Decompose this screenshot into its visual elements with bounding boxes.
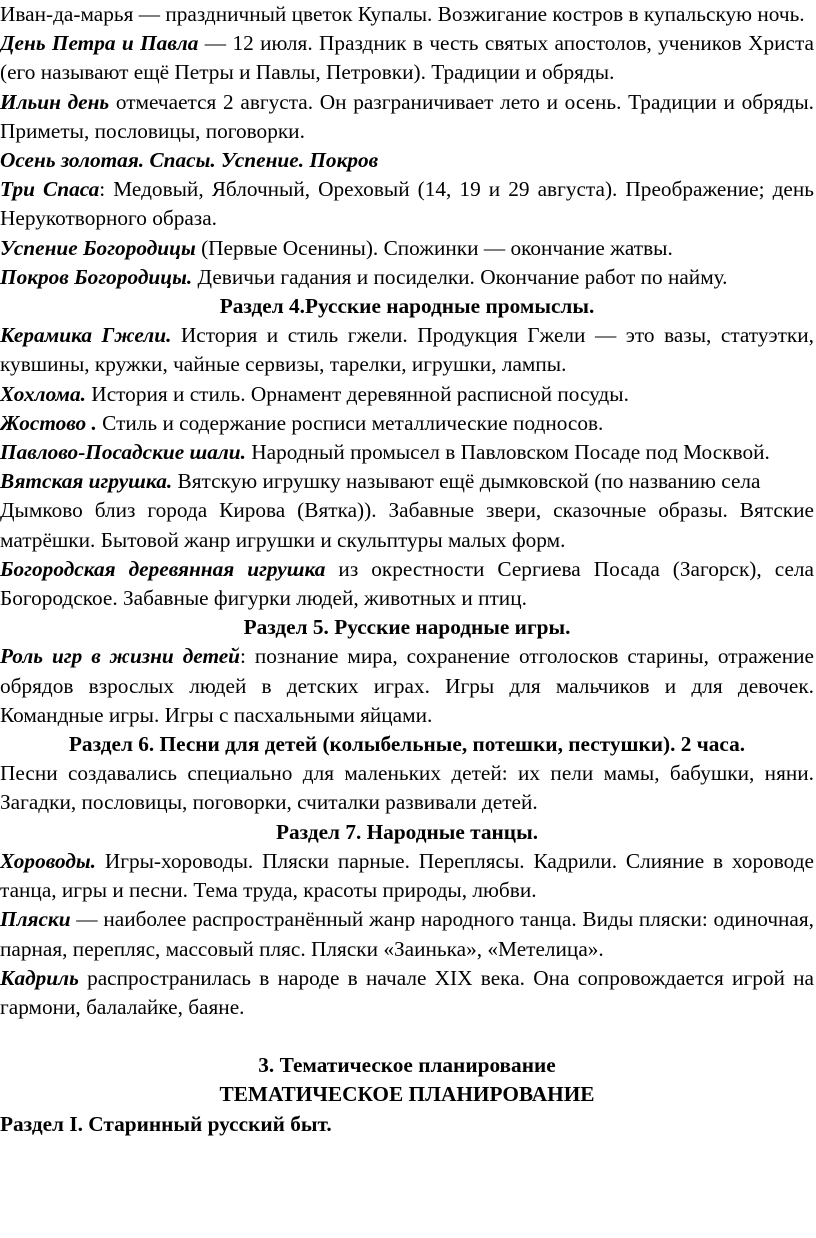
- term-label: Ильин день: [0, 89, 110, 114]
- paragraph-vyatskaya: [0, 467, 814, 496]
- paragraph-rol-igr: [0, 642, 814, 730]
- section-5-heading: Раздел 5. Русские народные игры.: [243, 615, 571, 640]
- paragraph-pokrov: [0, 263, 814, 292]
- paragraph-text: История и стиль гжели. Продукция Гжели — это вазы, статуэтки, кувшины, кружки, чайные сервизы, тарелки, игрушки, лампы.: [0, 323, 814, 377]
- paragraph-text: Дымково близ города Кирова (Вятка)). Забавные звери, сказочные образы. Вятские матрёшки. Бытовой жанр игрушки и скульптуры малых форм.: [0, 498, 814, 552]
- term-label: Три Спаса: [0, 177, 100, 202]
- paragraph-plyaski: [0, 905, 814, 963]
- paragraph-text: Народный промысел в Павловском Посаде под Москвой.: [245, 440, 770, 465]
- term-label: Покров Богородицы.: [0, 264, 193, 289]
- paragraph-kadril: [0, 964, 814, 1022]
- paragraph-pavlovo-posad: [0, 438, 814, 467]
- term-label: Хороводы.: [0, 848, 96, 873]
- paragraph-uspenie: [0, 234, 814, 263]
- term-label: Роль игр в жизни детей: [0, 644, 241, 669]
- paragraph-gzhel: [0, 321, 814, 379]
- term-label: Пляски: [0, 907, 71, 932]
- paragraph-tri-spasa: [0, 175, 814, 233]
- paragraph-text: : познание мира, сохранение отголосков старины, отражение обрядов взрослых людей в детских играх. Игры для мальчиков и для девочек. Командные игры. Игры с пасхальными яйцами.: [0, 644, 814, 727]
- term-label: Павлово-Посадские шали.: [0, 440, 246, 465]
- term-label: Хохлома.: [0, 381, 86, 406]
- paragraph-text: отмечается 2 августа. Он разграничивает лето и осень. Традиции и обряды. Приметы, пословицы, поговорки.: [0, 89, 814, 143]
- paragraph-text: Игры-хороводы. Пляски парные. Переплясы. Кадрили. Слияние в хороводе танца, игры и песни. Тема труда, красоты природы, любви.: [0, 848, 814, 903]
- term-label: Осень золотая. Спасы. Успение. Покров: [0, 148, 379, 173]
- section-4-heading: Раздел 4.Русские народные промыслы.: [219, 294, 595, 319]
- term-label: Жостово .: [0, 410, 97, 435]
- section-1-heading: Раздел I. Старинный русский быт.: [0, 1111, 332, 1136]
- paragraph-text: из окрестности Сергиева Посада (Загорск), села Богородское. Забавные фигурки людей, животных и птиц.: [0, 556, 814, 611]
- paragraph-bogorodskaya: [0, 555, 814, 613]
- paragraph-text: распространилась в народе в начале XIX века. Она сопровождается игрой на гармони, балалайке, баяне.: [0, 965, 814, 1019]
- thematic-planning-uppercase-heading: ТЕМАТИЧЕСКОЕ ПЛАНИРОВАНИЕ: [219, 1082, 595, 1107]
- paragraph-ivan-da-marya: [0, 0, 814, 29]
- paragraph-osen-zolotaya: [0, 146, 814, 175]
- paragraph-text: Вятскую игрушку называют ещё дымковской (по названию села: [172, 469, 761, 494]
- paragraph-petra-i-pavla: [0, 29, 814, 87]
- paragraph-text: Иван-да-марья — праздничный цветок Купалы. Возжигание костров в купальскую ночь.: [0, 2, 805, 26]
- paragraph-text: — наиболее распространённый жанр народного танца. Виды пляски: одиночная, парная, перепляс, массовый пляс. Пляски «Заинька», «Метелица».: [0, 907, 814, 961]
- thematic-planning-heading: 3. Тематическое планирование: [258, 1053, 556, 1078]
- paragraph-dymkovo: [0, 496, 814, 554]
- paragraph-text: Песни создавались специально для маленьких детей: их пели мамы, бабушки, няни. Загадки, пословицы, поговорки, считалки развивали детей.: [0, 761, 814, 815]
- section-7-heading: Раздел 7. Народные танцы.: [275, 819, 539, 844]
- paragraph-text: — 12 июля. Праздник в честь святых апостолов, учеников Христа (его называют ещё Петры и Павлы, Петровки). Традиции и обряды.: [0, 31, 814, 85]
- blank-line: [0, 1022, 814, 1051]
- term-label: День Петра и Павла: [0, 31, 199, 56]
- section-6-heading: Раздел 6. Песни для детей (колыбельные, потешки, пестушки). 2 часа.: [68, 732, 746, 757]
- paragraph-text: Девичьи гадания и посиделки. Окончание работ по найму.: [192, 264, 728, 289]
- paragraph-ilin-den: [0, 88, 814, 146]
- paragraph-khokhloma: [0, 380, 814, 409]
- paragraph-pesni: [0, 759, 814, 817]
- paragraph-zhostovo: [0, 409, 814, 438]
- paragraph-text: Стиль и содержание росписи металлические подносов.: [96, 410, 604, 435]
- paragraph-text: (Первые Осенины). Спожинки — окончание жатвы.: [195, 235, 673, 260]
- paragraph-text: : Медовый, Яблочный, Ореховый (14, 19 и 29 августа). Преображение; день Нерукотворного образа.: [0, 177, 814, 231]
- term-label: Богородская деревянная игрушка: [0, 556, 326, 581]
- term-label: Вятская игрушка.: [0, 469, 173, 494]
- term-label: Кадриль: [0, 965, 79, 990]
- paragraph-khorovody: [0, 847, 814, 905]
- term-label: Успение Богородицы: [0, 235, 196, 260]
- paragraph-text: История и стиль. Орнамент деревянной расписной посуды.: [85, 381, 629, 406]
- term-label: Керамика Гжели.: [0, 323, 172, 348]
